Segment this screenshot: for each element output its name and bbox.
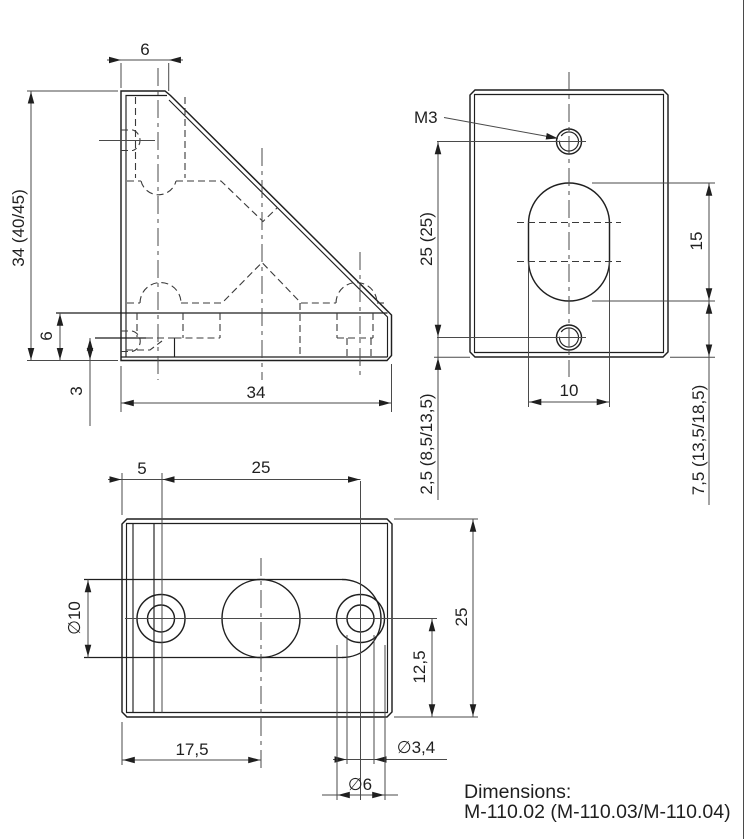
bottom-dim-through-hole: ∅3,4 (396, 738, 436, 757)
front-dim-hole-spacing: 25 (25) (417, 212, 436, 266)
side-outline (121, 91, 392, 361)
side-dim-base-thickness: 6 (37, 331, 56, 341)
bottom-dim-slot-center: 17,5 (175, 740, 209, 759)
front-dim-slot-width: 10 (559, 381, 579, 400)
bottom-view (65, 458, 478, 800)
footer-part-numbers: M-110.02 (M-110.03/M-110.04) (464, 801, 731, 823)
bottom-dim-slot-diameter: ∅10 (65, 601, 84, 635)
front-dim-slot-length: 15 (687, 231, 706, 251)
side-dim-height: 34 (40/45) (9, 189, 28, 267)
bottom-dim-depth: 25 (452, 607, 471, 627)
front-dim-slot-edge-offset: 7,5 (13,5/18,5) (689, 384, 708, 496)
side-dim-step-depth: 3 (67, 386, 86, 396)
bottom-dim-wall-offset: 5 (137, 459, 147, 478)
side-hidden-lines (121, 97, 387, 357)
front-thread-label: M3 (414, 108, 438, 127)
front-dim-hole-edge-offset: 2,5 (8,5/13,5) (417, 393, 436, 495)
side-dim-top-thickness: 6 (140, 40, 150, 59)
front-view (414, 72, 715, 505)
front-center-lines (437, 72, 586, 377)
side-center-lines (99, 68, 360, 380)
side-dimensions (27, 60, 392, 426)
side-view (9, 40, 392, 426)
side-dim-width: 34 (246, 383, 266, 402)
footer (464, 781, 731, 823)
bottom-dim-hole-offset: 12,5 (410, 650, 429, 684)
bottom-dim-counterbore: ∅6 (347, 775, 373, 794)
footer-title: Dimensions: (464, 781, 572, 803)
bottom-dim-hole-spacing: 25 (251, 458, 271, 477)
front-dimensions (434, 118, 715, 506)
